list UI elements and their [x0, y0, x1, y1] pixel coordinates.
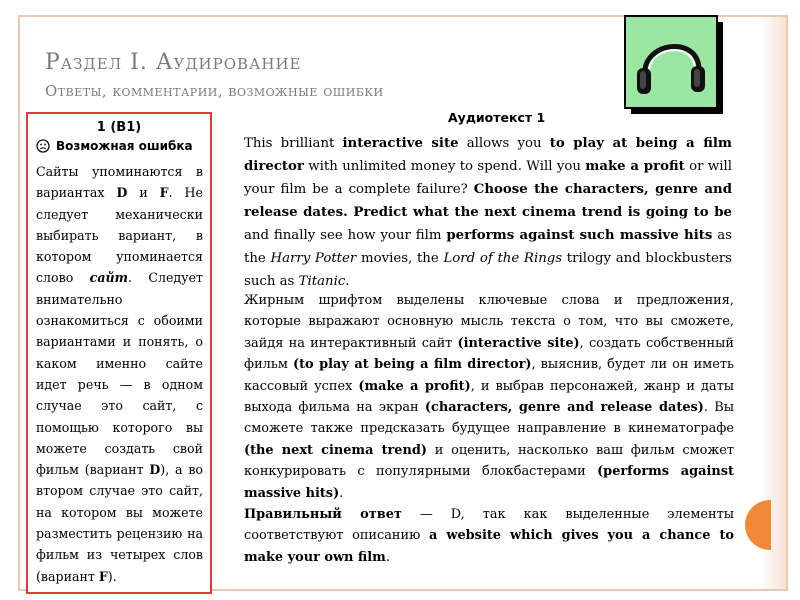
frame-left-line: [18, 15, 20, 590]
english-audiotext: [244, 132, 732, 293]
text-fragment: , создать собственный фильм: [244, 335, 734, 373]
key-phrase: (the next cinema trend): [244, 442, 427, 458]
task-number: 1 (B1): [96, 120, 142, 135]
text-fragment: Сайты упоминаются в вариантах: [36, 164, 203, 201]
key-phrase: (to play at being a film director): [293, 357, 532, 373]
frame-right-line: [786, 15, 788, 590]
page-title: Раздел I. Аудирование: [45, 50, 302, 75]
key-phrase: make a profit: [585, 159, 685, 174]
keyword-site: сайт: [89, 270, 128, 286]
correct-answer-label: Правильный ответ: [244, 507, 402, 523]
sad-face-icon: [36, 139, 50, 153]
error-comment: [36, 161, 203, 587]
text-fragment: , выяснив, будет ли он иметь кассовый успех: [244, 357, 734, 394]
possible-error-box: [26, 112, 212, 594]
text-fragment: — D, так как выделенные элементы соответствуют описанию: [244, 507, 734, 544]
variant-d: D: [116, 185, 128, 201]
text-fragment: trilogy and blockbusters such as: [244, 251, 732, 289]
text-fragment: и: [127, 185, 160, 201]
russian-commentary: [244, 290, 734, 568]
text-fragment: or will your film be a complete failure?: [244, 159, 732, 197]
key-phrase: interactive site: [342, 136, 459, 151]
text-fragment: allows you: [458, 136, 550, 151]
title-italic: Harry Potter: [270, 251, 357, 266]
error-header: [36, 139, 210, 153]
key-phrase: performs against such massive hits: [446, 228, 713, 243]
text-fragment: Жирным шрифтом выделены ключевые слова и предложения, которые выражают основную мысль текста о том, что вы сможете, зайдя на интерактивный сайт: [244, 293, 734, 351]
text-fragment: ).: [107, 568, 117, 584]
text-fragment: . Следует внимательно ознакомиться с обоими вариантами и понять, о каком именно сайте идет речь — в одном случае это сайт, с помощью которого вы можете создать свой фильм (вариант: [36, 270, 203, 478]
text-fragment: with unlimited money to spend. Will you: [303, 159, 586, 174]
text-fragment: movies, the: [356, 251, 444, 266]
text-fragment: and finally see how your film: [244, 228, 447, 243]
text-fragment: , и выбрав персонажей, жанр и даты выхода фильма на экран: [244, 378, 734, 416]
headphones-icon: [623, 14, 725, 116]
text-fragment: This brilliant: [244, 136, 343, 151]
key-phrase: to play at being a film director: [244, 136, 732, 174]
title-italic: Lord of the Rings: [443, 251, 563, 266]
text-fragment: .: [339, 485, 344, 501]
title-italic: Titanic: [298, 274, 346, 289]
page-subtitle: Ответы, комментарии, возможные ошибки: [45, 82, 384, 100]
key-phrase: a website which gives you a chance to make your own film: [244, 528, 734, 565]
key-phrase: (performs against massive hits): [244, 464, 734, 501]
text-fragment: . Вы сможете также предсказать будущее направление в кинематографе: [244, 400, 734, 437]
text-fragment: .: [385, 549, 390, 565]
audiotext-heading: Аудиотекст 1: [448, 110, 546, 125]
error-label: Возможная ошибка: [56, 139, 193, 153]
variant-f: F: [98, 568, 108, 584]
text-fragment: ), а во втором случае это сайт, на котором вы можете разместить рецензию на фильм из четырех слов (вариант: [36, 462, 203, 584]
key-phrase: (interactive site): [457, 335, 580, 351]
text-fragment: .: [345, 274, 350, 289]
text-fragment: . Не следует механически выбирать вариант, в котором упоминается слово: [36, 185, 203, 286]
orange-tab-decor: [745, 500, 771, 550]
variant-f: F: [159, 185, 169, 201]
key-phrase: (characters, genre and release dates): [424, 400, 704, 416]
key-phrase: Choose the characters, genre and release dates. Predict what the next cinema trend is going to be: [244, 182, 732, 220]
text-fragment: и оценить, насколько ваш фильм сможет конкурировать с популярными блокбастерами: [244, 442, 734, 480]
key-phrase: (make a profit): [358, 378, 471, 394]
text-fragment: as the: [244, 228, 733, 266]
variant-d: D: [149, 462, 161, 478]
